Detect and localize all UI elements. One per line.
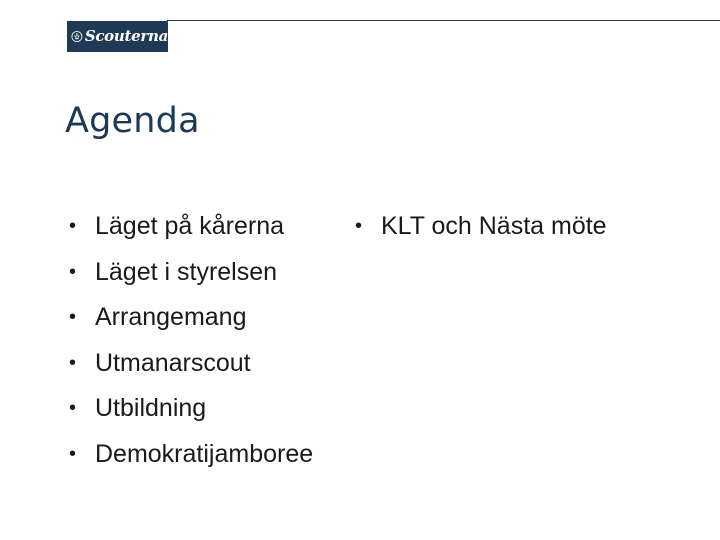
scout-lily-emblem-icon [71, 28, 83, 45]
agenda-item-label: KLT och Nästa möte [381, 212, 607, 240]
agenda-item-label: Utbildning [95, 394, 207, 422]
header-rule [167, 20, 720, 21]
logo-wordmark: Scouterna [84, 27, 168, 45]
agenda-item [67, 348, 313, 394]
bullet-icon: • [69, 397, 77, 419]
bullet-icon: • [69, 351, 77, 374]
bullet-icon: • [69, 442, 77, 465]
agenda-item-label: Utmanarscout [95, 348, 251, 377]
bullet-icon: • [69, 215, 77, 237]
agenda-item [67, 211, 313, 257]
agenda-item [67, 302, 313, 348]
agenda-item-label: Läget i styrelsen [95, 257, 278, 286]
bullet-icon: • [355, 215, 363, 237]
agenda-item [67, 439, 313, 485]
agenda-list-right [353, 211, 607, 257]
agenda-item-label: Läget på kårerna [95, 212, 285, 240]
scouterna-logo [67, 21, 168, 52]
bullet-icon: • [69, 306, 77, 328]
agenda-item [67, 257, 313, 303]
bullet-icon: • [69, 260, 77, 283]
agenda-item [67, 393, 313, 439]
agenda-item-label: Demokratijamboree [95, 439, 314, 468]
slide-title: Agenda [65, 101, 200, 141]
agenda-item-label: Arrangemang [95, 303, 247, 331]
agenda-list-left [67, 211, 313, 484]
agenda-item [353, 211, 607, 257]
